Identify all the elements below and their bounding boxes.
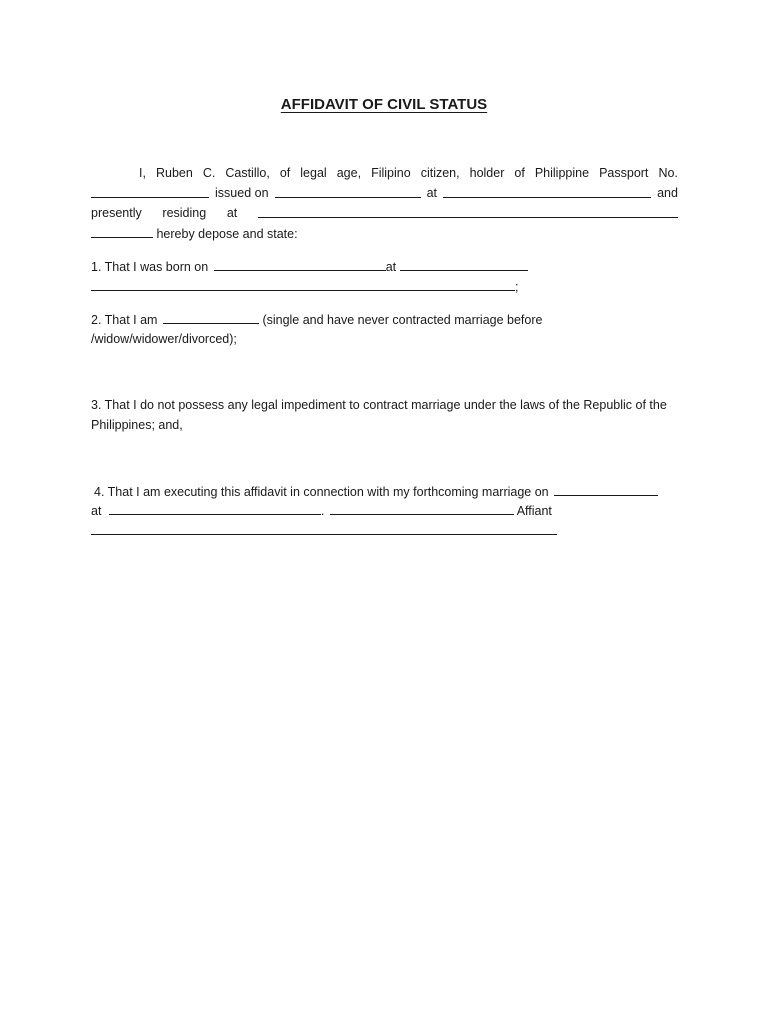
marriage-date-blank[interactable] <box>554 482 658 496</box>
civil-status-blank[interactable] <box>163 310 259 324</box>
paragraph-1-line-2: ; <box>91 277 518 296</box>
intro-line-1: I, Ruben C. Castillo, of legal age, Filipino citizen, holder of Philippine Passport No. <box>139 166 678 180</box>
residence-address-blank[interactable] <box>258 204 678 218</box>
paragraph-2-line-1: 2. That I am (single and have never contracted marriage before <box>91 310 542 329</box>
residence-address-blank-2[interactable] <box>91 224 153 238</box>
paragraph-4-line-2: at . Affiant <box>91 501 552 520</box>
paragraph-3-line-2: Philippines; and, <box>91 418 183 432</box>
paragraph-4-line-1: 4. That I am executing this affidavit in connection with my forthcoming marriage on <box>94 482 658 501</box>
birth-date-blank[interactable] <box>214 257 386 271</box>
intro-line-3: presently residing at <box>91 204 678 222</box>
marriage-place-blank[interactable] <box>109 501 321 515</box>
issue-date-blank[interactable] <box>275 184 421 198</box>
affiant-signature-blank[interactable] <box>330 501 514 515</box>
birth-place-blank-2[interactable] <box>91 277 515 291</box>
intro-line-4: hereby depose and state: <box>91 224 298 243</box>
intro-line-2: issued on at and <box>91 184 678 202</box>
birth-place-blank[interactable] <box>400 257 528 271</box>
document-title: AFFIDAVIT OF CIVIL STATUS <box>280 96 488 113</box>
paragraph-4-line-3 <box>91 521 557 540</box>
passport-number-blank[interactable] <box>91 184 209 198</box>
paragraph-2-line-2: /widow/widower/divorced); <box>91 332 237 346</box>
issue-place-blank[interactable] <box>443 184 651 198</box>
affiant-name-blank[interactable] <box>91 521 557 535</box>
paragraph-1-line-1: 1. That I was born on at <box>91 257 528 276</box>
paragraph-3-line-1: 3. That I do not possess any legal impediment to contract marriage under the laws of the Republic of the <box>91 398 667 412</box>
